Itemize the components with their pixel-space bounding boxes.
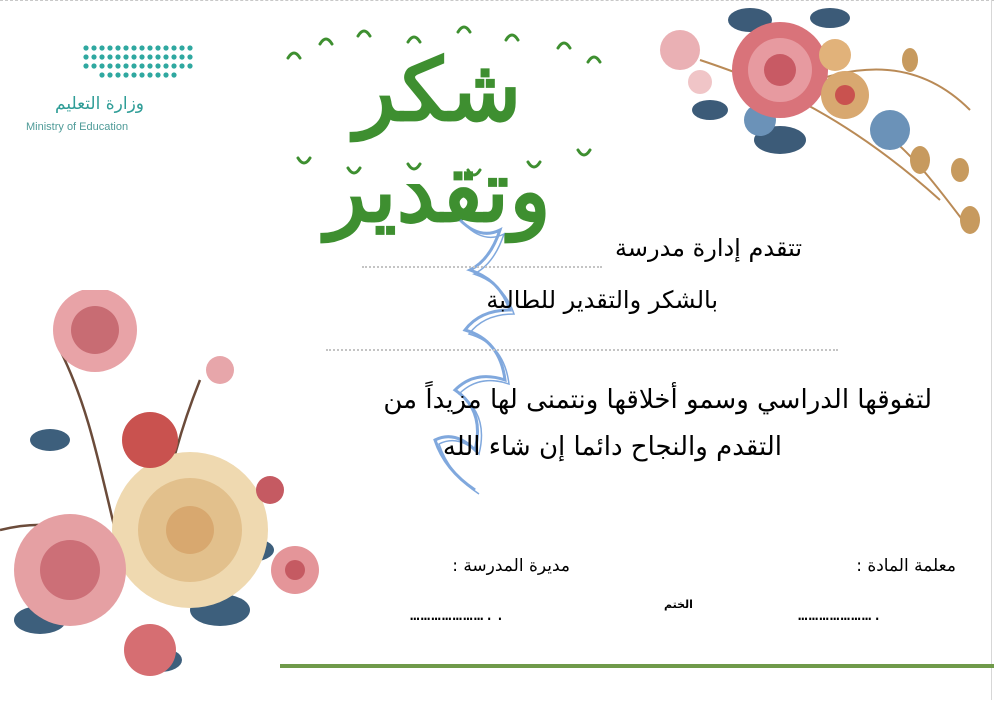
watermark-icon — [400, 210, 540, 510]
body-line-wish: التقدم والنجاح دائما إن شاء الله — [442, 432, 782, 462]
body-line-praise: لتفوقها الدراسي وسمو أخلاقها ونتمنى لها مزيداً من — [383, 385, 932, 415]
certificate-title — [258, 18, 628, 242]
school-name-blank[interactable] — [362, 266, 602, 268]
principal-signature-line[interactable]: ………………….. — [410, 605, 506, 624]
ministry-dots-icon — [82, 44, 202, 84]
body-line-school: تتقدم إدارة مدرسة — [615, 234, 802, 262]
seal-label: الختم — [664, 598, 693, 611]
bottom-divider — [280, 664, 994, 668]
principal-signature-label: مديرة المدرسة : — [452, 556, 570, 576]
teacher-signature-label: معلمة المادة : — [856, 556, 956, 576]
ministry-name-arabic: وزارة التعليم — [55, 94, 144, 114]
body-line-student: بالشكر والتقدير للطالبة — [486, 286, 718, 314]
title-text: شكر وتقدير — [325, 40, 551, 242]
ministry-name-english: Ministry of Education — [26, 121, 129, 133]
page-right-edge — [991, 0, 992, 700]
flower-bottom-left-icon — [0, 290, 340, 700]
teacher-signature-line[interactable]: …………………. — [798, 605, 884, 624]
flower-top-right-icon — [640, 0, 990, 250]
ministry-logo — [22, 44, 152, 139]
student-name-blank[interactable] — [326, 349, 838, 351]
